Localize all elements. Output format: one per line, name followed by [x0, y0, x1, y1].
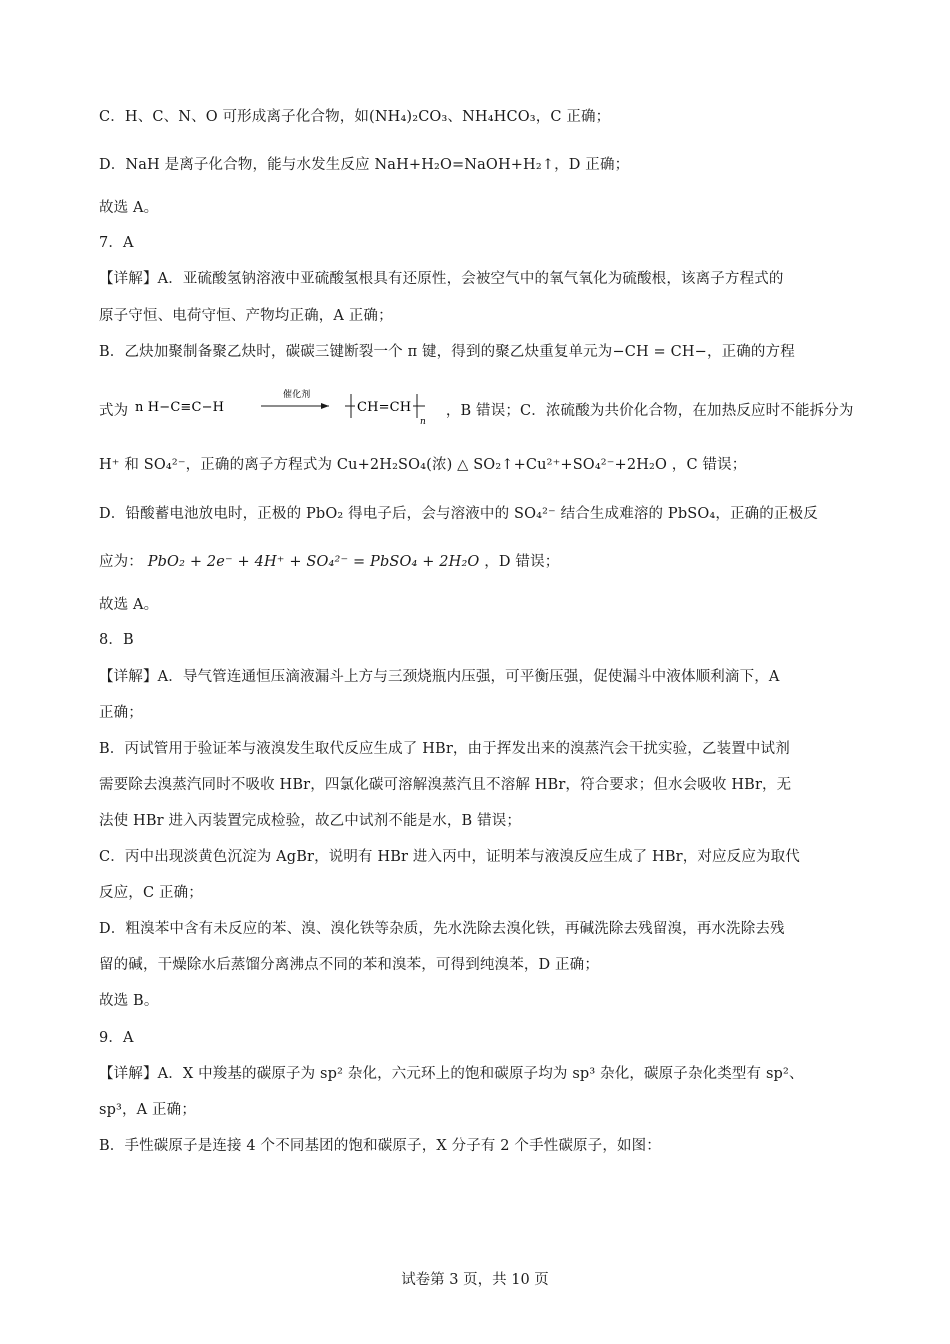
line-8b-1: B．丙试管用于验证苯与液溴发生取代反应生成了 HBr，由于挥发出来的溴蒸汽会干扰实验，乙装置中试剂 [99, 741, 790, 757]
line-8c-1: C．丙中出现淡黄色沉淀为 AgBr，说明有 HBr 进入丙中，证明苯与液溴反应生成了 HBr，对应反应为取代 [99, 849, 800, 865]
line-7a-1: 【详解】A．亚硫酸氢钠溶液中亚硫酸氢根具有还原性，会被空气中的氧气氧化为硫酸根，该离子方程式的 [99, 271, 784, 287]
cathode-equation: PbO₂ + 2e⁻ + 4H⁺ + SO₄²⁻ = PbSO₄ + 2H₂O [147, 554, 480, 570]
text-suffix: ，D 错误； [484, 554, 560, 570]
line-8c-2: 反应，C 正确； [99, 885, 203, 901]
question-8-answer: 8．B [99, 632, 134, 648]
product-text: CH=CH [357, 400, 412, 415]
text-prefix: 式为 [99, 403, 129, 419]
line-c-ionic-compounds: C．H、C、N、O 可形成离子化合物，如(NH₄)₂CO₃、NH₄HCO₃，C 正确； [99, 109, 611, 125]
text-suffix: ，C 错误； [671, 457, 747, 473]
line-9a-2: sp³，A 正确； [99, 1102, 196, 1118]
line-9b: B．手性碳原子是连接 4 个不同基团的饱和碳原子，X 分子有 2 个手性碳原子，如图： [99, 1138, 661, 1154]
line-choose-a-2: 故选 A。 [99, 597, 159, 613]
line-choose-a-1: 故选 A。 [99, 200, 159, 216]
catalyst-text: 催化剂 [283, 390, 311, 400]
line-choose-b: 故选 B。 [99, 993, 159, 1009]
line-8a-2: 正确； [99, 705, 143, 721]
line-7b-1: B．乙炔加聚制备聚乙炔时，碳碳三键断裂一个 π 键，得到的聚乙炔重复单元为−CH = CH−，正确的方程 [99, 344, 795, 360]
page-footer: 试卷第 3 页，共 10 页 [401, 1272, 549, 1288]
line-7a-2: 原子守恒、电荷守恒、产物均正确，A 正确； [99, 308, 393, 324]
question-9-answer: 9．A [99, 1030, 134, 1046]
text-prefix: H⁺ 和 SO₄²⁻，正确的离子方程式为 [99, 457, 333, 473]
line-d-nah-reaction: D．NaH 是离子化合物，能与水发生反应 NaH+H₂O=NaOH+H₂↑，D 正确； [99, 157, 630, 173]
reaction-arrow-head [321, 403, 329, 409]
subscript-n: n [420, 417, 427, 426]
question-7-answer: 7．A [99, 235, 134, 251]
sulfuric-acid-equation: Cu+2H₂SO₄(浓) △ SO₂↑+Cu²⁺+SO₄²⁻+2H₂O [336, 457, 668, 473]
text-prefix: 应为： [99, 554, 143, 570]
line-8a-1: 【详解】A．导气管连通恒压滴液漏斗上方与三颈烧瓶内压强，可平衡压强，促使漏斗中液体顺利滴下，A [99, 669, 780, 685]
line-9a-1: 【详解】A．X 中羧基的碳原子为 sp² 杂化，六元环上的饱和碳原子均为 sp³ 杂化，碳原子杂化类型有 sp²、 [99, 1066, 804, 1082]
line-8d-1: D．粗溴苯中含有未反应的苯、溴、溴化铁等杂质，先水洗除去溴化铁，再碱洗除去残留溴，再水洗除去残 [99, 921, 785, 937]
line-8b-2: 需要除去溴蒸汽同时不吸收 HBr，四氯化碳可溶解溴蒸汽且不溶解 HBr，符合要求；但水会吸收 HBr，无 [99, 777, 792, 793]
line-7d-1: D．铅酸蓄电池放电时，正极的 PbO₂ 得电子后，会与溶液中的 SO₄²⁻ 结合生成难溶的 PbSO₄，正确的正极反 [99, 506, 818, 522]
reactant-text: n H−C≡C−H [135, 400, 225, 415]
line-7b-2 [99, 390, 854, 426]
line-7d-2 [99, 552, 851, 572]
line-8b-3: 法使 HBr 进入丙装置完成检验，故乙中试剂不能是水，B 错误； [99, 813, 522, 829]
line-8d-2: 留的碱，干燥除水后蒸馏分离沸点不同的苯和溴苯，可得到纯溴苯，D 正确； [99, 957, 599, 973]
polymerization-equation [133, 386, 441, 426]
text-suffix: ，B 错误；C．浓硫酸为共价化合物，在加热反应时不能拆分为 [445, 403, 854, 419]
line-7c [99, 455, 851, 475]
